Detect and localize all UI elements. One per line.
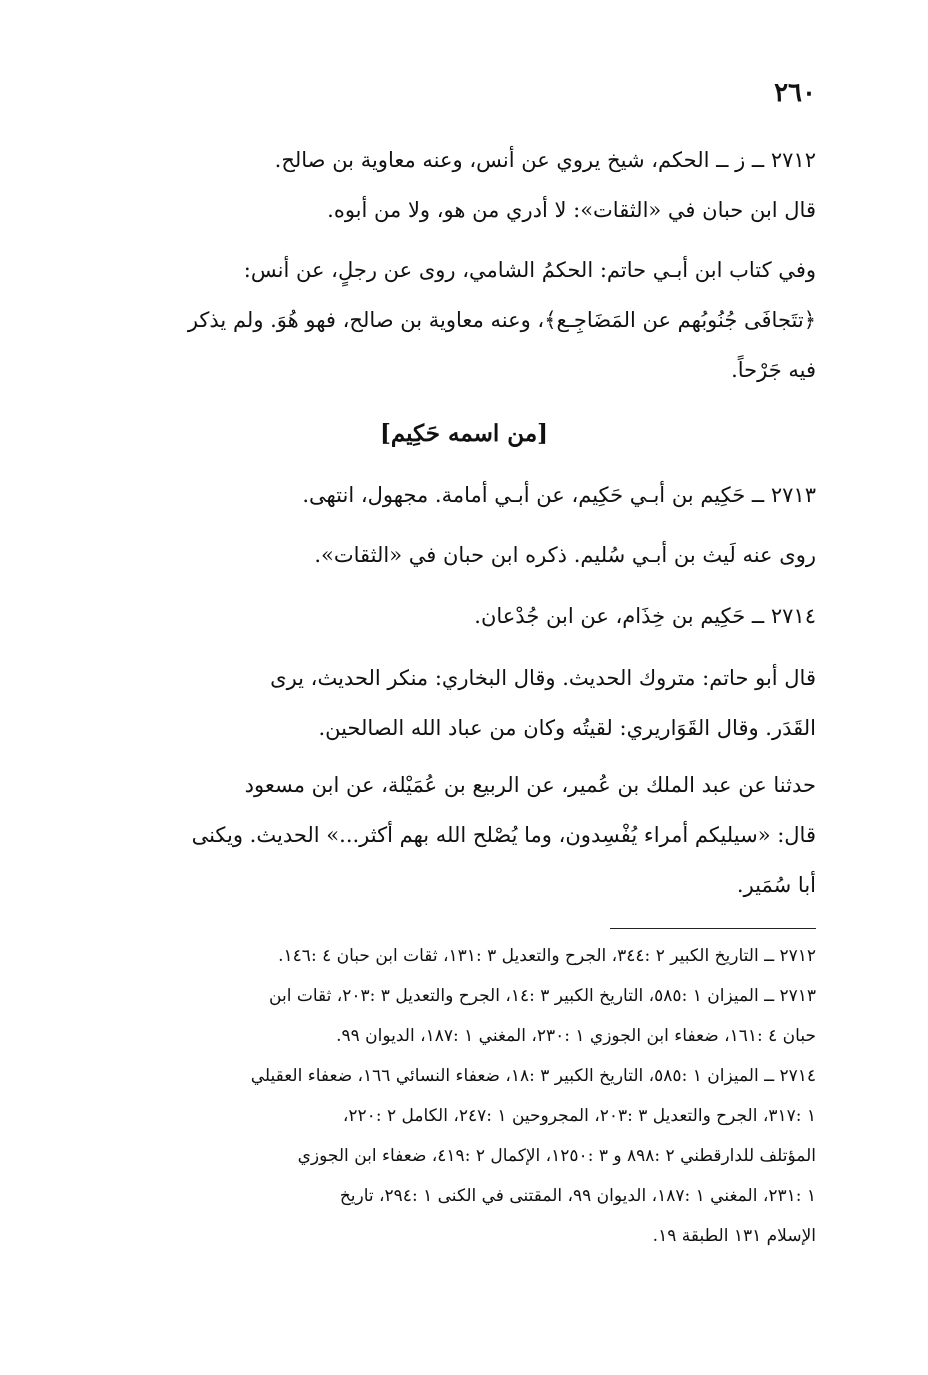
text-line: قال ابن حبان في «الثقات»: لا أدري من هو، ولا من أبوه.: [327, 198, 816, 222]
text-line: فيه جَرْحاً.: [731, 358, 816, 382]
footnote-2713: [112, 976, 816, 1056]
main-text: [112, 0, 816, 910]
footnote-separator: [610, 928, 816, 929]
paragraph-layth: [112, 530, 816, 580]
text-line: قال: «سيليكم أمراء يُفْسِدون، وما يُصْلح الله بهم أكثر...» الحديث. ويكنى: [191, 823, 816, 847]
footnote-line: ٢٧١٣ ــ الميزان ١ :٥٨٥، التاريخ الكبير ٣ :١٤، الجرح والتعديل ٣ :٢٠٣، ثقات ابن: [269, 986, 816, 1006]
paragraph-abu-hatim: [112, 653, 816, 753]
footnote-line: ٢٧١٢ ــ التاريخ الكبير ٢ :٣٤٤، الجرح والتعديل ٣ :١٣١، ثقات ابن حبان ٤ :١٤٦.: [278, 946, 816, 966]
text-line: ﴿تتَجافَى جُنُوبُهم عن المَضَاجِـع﴾، وعنه معاوية بن صالح، فهو هُوَ. ولم يذكر: [187, 308, 816, 332]
text-line: روى عنه لَيث بن أبـي سُليم. ذكره ابن حبان في «الثقات».: [314, 543, 816, 567]
text-line: ٢٧١٢ ــ ز ــ الحكم، شيخ يروي عن أنس، وعنه معاوية بن صالح.: [274, 148, 816, 172]
footnote-line: حبان ٤ :١٦١، ضعفاء ابن الجوزي ١ :٢٣٠، المغني ١ :١٨٧، الديوان ٩٩.: [336, 1026, 816, 1046]
text-line: وفي كتاب ابن أبـي حاتم: الحكمُ الشامي، روى عن رجلٍ، عن أنس:: [243, 258, 816, 282]
text-line: قال أبو حاتم: متروك الحديث. وقال البخاري: منكر الحديث، يرى: [270, 666, 816, 690]
footnote-line: ١ :٢٣١، المغني ١ :١٨٧، الديوان ٩٩، المقتنى في الكنى ١ :٢٩٤، تاريخ: [339, 1186, 816, 1206]
page-number: ٢٦٠: [774, 78, 816, 108]
footnote-line: المؤتلف للدارقطني ٢ :٨٩٨ و ٣ :١٢٥٠، الإكمال ٢ :٤١٩، ضعفاء ابن الجوزي: [297, 1146, 816, 1166]
entry-2714: [112, 591, 816, 641]
footnote-line: ٢٧١٤ ــ الميزان ١ :٥٨٥، التاريخ الكبير ٣ :١٨، ضعفاء النسائي ١٦٦، ضعفاء العقيلي: [250, 1066, 816, 1086]
text-line: القَدَر. وقال القَوَاريري: لقيتُه وكان من عباد الله الصالحين.: [318, 716, 816, 740]
section-heading: [من اسمه حَكِيم]: [379, 420, 549, 447]
text-line: ٢٧١٤ ــ حَكِيم بن خِذَام، عن ابن جُدْعان.: [474, 604, 816, 628]
paragraph-abi-hatim: [112, 245, 816, 395]
text-line: ٢٧١٣ ــ حَكِيم بن أبـي حَكِيم، عن أبـي أمامة. مجهول، انتهى.: [302, 483, 816, 507]
text-line: حدثنا عن عبد الملك بن عُمير، عن الربيع بن عُمَيْلة، عن ابن مسعود: [244, 773, 816, 797]
text-line: أبا سُمَير.: [736, 873, 816, 897]
footnote-2712: [112, 936, 816, 976]
footnote-line: الإسلام ١٣١ الطبقة ١٩.: [652, 1226, 816, 1246]
footnote-2714: [112, 1056, 816, 1256]
paragraph-hadith: [112, 760, 816, 910]
entry-2712: [112, 135, 816, 235]
footnote-line: ١ :٣١٧، الجرح والتعديل ٣ :٢٠٣، المجروحين ١ :٢٤٧، الكامل ٢ :٢٢٠،: [342, 1106, 816, 1126]
entry-2713: [112, 470, 816, 520]
